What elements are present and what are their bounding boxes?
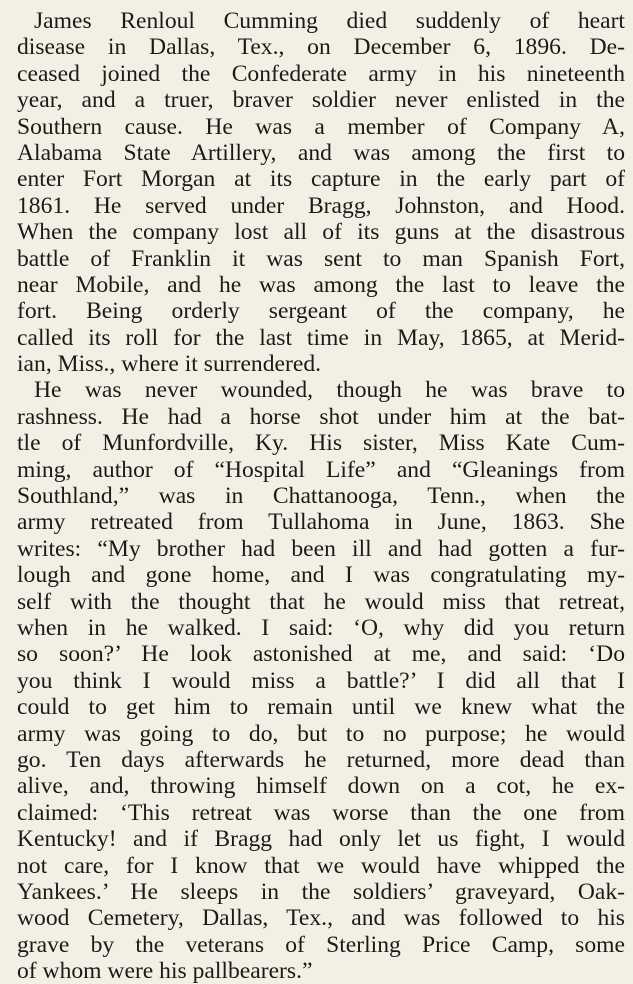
text-line: tle of Munfordville, Ky. His sister, Miss Kate Cum- xyxy=(17,430,625,457)
text-line: called its roll for the last time in May, 1865, at Merid- xyxy=(17,324,625,351)
text-line: disease in Dallas, Tex., on December 6, 1896. De- xyxy=(17,34,625,61)
text-line: go. Ten days afterwards he returned, more dead than xyxy=(17,746,625,773)
text-line: Alabama State Artillery, and was among the first to xyxy=(17,139,625,166)
article-text xyxy=(17,8,625,984)
text-line: Kentucky! and if Bragg had only let us fight, I would xyxy=(17,826,625,853)
text-line: Yankees.’ He sleeps in the soldiers’ graveyard, Oak- xyxy=(17,878,625,905)
text-line: fort. Being orderly sergeant of the company, he xyxy=(17,298,625,325)
text-line: When the company lost all of its guns at the disastrous xyxy=(17,219,625,246)
text-line: year, and a truer, braver soldier never enlisted in the xyxy=(17,87,625,114)
text-line: you think I would miss a battle?’ I did all that I xyxy=(17,667,625,694)
text-line: so soon?’ He look astonished at me, and said: ‘Do xyxy=(17,641,625,668)
text-line: ceased joined the Confederate army in his nineteenth xyxy=(17,60,625,87)
text-line: alive, and, throwing himself down on a cot, he ex- xyxy=(17,773,625,800)
text-line: He was never wounded, though he was brave to xyxy=(34,377,625,404)
text-line: 1861. He served under Bragg, Johnston, and Hood. xyxy=(17,192,625,219)
text-line: not care, for I know that we would have whipped the xyxy=(17,852,625,879)
text-line: enter Fort Morgan at its capture in the early part of xyxy=(17,166,625,193)
text-line: of whom were his pallbearers.” xyxy=(17,958,313,984)
text-line: lough and gone home, and I was congratulating my- xyxy=(17,562,625,589)
text-line: James Renloul Cumming died suddenly of heart xyxy=(34,8,625,34)
text-line: ian, Miss., where it surrendered. xyxy=(17,351,322,378)
text-line: near Mobile, and he was among the last to leave the xyxy=(17,271,625,298)
text-line: Southland,” was in Chattanooga, Tenn., when the xyxy=(17,483,625,510)
text-line: could to get him to remain until we knew what the xyxy=(17,694,625,721)
text-line: battle of Franklin it was sent to man Spanish Fort, xyxy=(17,245,625,272)
text-line: claimed: ‘This retreat was worse than the one from xyxy=(17,799,625,826)
paragraph xyxy=(17,8,625,377)
text-line: rashness. He had a horse shot under him at the bat- xyxy=(17,403,625,430)
text-line: when in he walked. I said: ‘O, why did you return xyxy=(17,614,625,641)
text-line: self with the thought that he would miss that retreat, xyxy=(17,588,625,615)
text-line: army retreated from Tullahoma in June, 1863. She xyxy=(17,509,625,536)
text-line: writes: “My brother had been ill and had gotten a fur- xyxy=(17,535,625,562)
text-line: grave by the veterans of Sterling Price Camp, some xyxy=(17,931,625,958)
text-line: army was going to do, but to no purpose; he would xyxy=(17,720,625,747)
paragraph xyxy=(17,377,625,984)
text-line: wood Cemetery, Dallas, Tex., and was followed to his xyxy=(17,905,625,932)
text-line: Southern cause. He was a member of Company A, xyxy=(17,113,625,140)
text-line: ming, author of “Hospital Life” and “Gleanings from xyxy=(17,456,625,483)
